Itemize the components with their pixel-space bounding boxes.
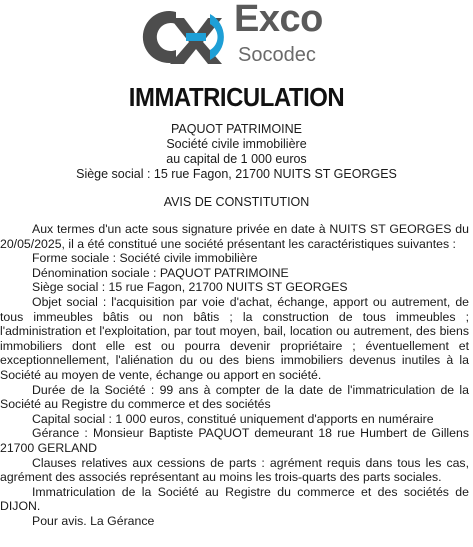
- paragraph: Siège social : 15 rue Fagon, 21700 NUITS ST GEORGES: [32, 280, 348, 295]
- paragraph: Durée de la Société : 99 ans à compter de la date de l'immatriculation de la Société au Registre du commerce et des sociétés: [0, 382, 469, 412]
- paragraph: Clauses relatives aux cessions de parts : agrément requis dans tous les cas, agrément des associés représentant au moins les trois-quarts des parts sociales.: [0, 455, 469, 485]
- exco-logo: [140, 0, 340, 70]
- company-capital: au capital de 1 000 euros: [166, 152, 307, 166]
- company-form: Société civile immobilière: [166, 137, 307, 151]
- paragraph: Objet social : l'acquisition par voie d'achat, échange, apport ou autrement, de tous immeubles bâtis ou non bâtis ; la construction de tous immeubles ; l'administration et l'exploitation, par tout moyen, bail, location ou autrement, des biens immobiliers dont elle est ou pourra devenir propriétaire ; éventuellement et exceptionnellement, l'aliénation du ou des biens immobiliers devenus inutiles à la Société au moyen de vente, échange ou apport en société.: [0, 294, 469, 382]
- logo-name: Exco: [234, 0, 323, 40]
- paragraph: Aux termes d'un acte sous signature privée en date à NUITS ST GEORGES du 20/05/2025, il a été constitué une société présentant les caractéristiques suivantes :: [0, 222, 469, 251]
- notice-body: [0, 222, 469, 528]
- company-header: [0, 122, 473, 182]
- page-title: IMMATRICULATION: [128, 82, 345, 112]
- paragraph: Pour avis. La Gérance: [32, 513, 155, 528]
- exco-mark-icon: [140, 4, 230, 70]
- paragraph: Gérance : Monsieur Baptiste PAQUOT demeurant 18 rue Humbert de Gillens 21700 GERLAND: [0, 426, 469, 455]
- notice-title: AVIS DE CONSTITUTION: [163, 195, 310, 209]
- paragraph: Dénomination sociale : PAQUOT PATRIMOINE: [32, 265, 289, 280]
- paragraph: Immatriculation de la Société au Registre du commerce et des sociétés de DIJON.: [0, 484, 469, 514]
- logo-subname: Socodec: [238, 44, 316, 66]
- paragraph: Capital social : 1 000 euros, constitué uniquement d'apports en numéraire: [32, 411, 434, 426]
- company-name: PAQUOT PATRIMOINE: [170, 122, 303, 136]
- company-address: Siège social : 15 rue Fagon, 21700 NUITS ST GEORGES: [76, 167, 397, 181]
- paragraph: Forme sociale : Société civile immobilière: [32, 251, 258, 266]
